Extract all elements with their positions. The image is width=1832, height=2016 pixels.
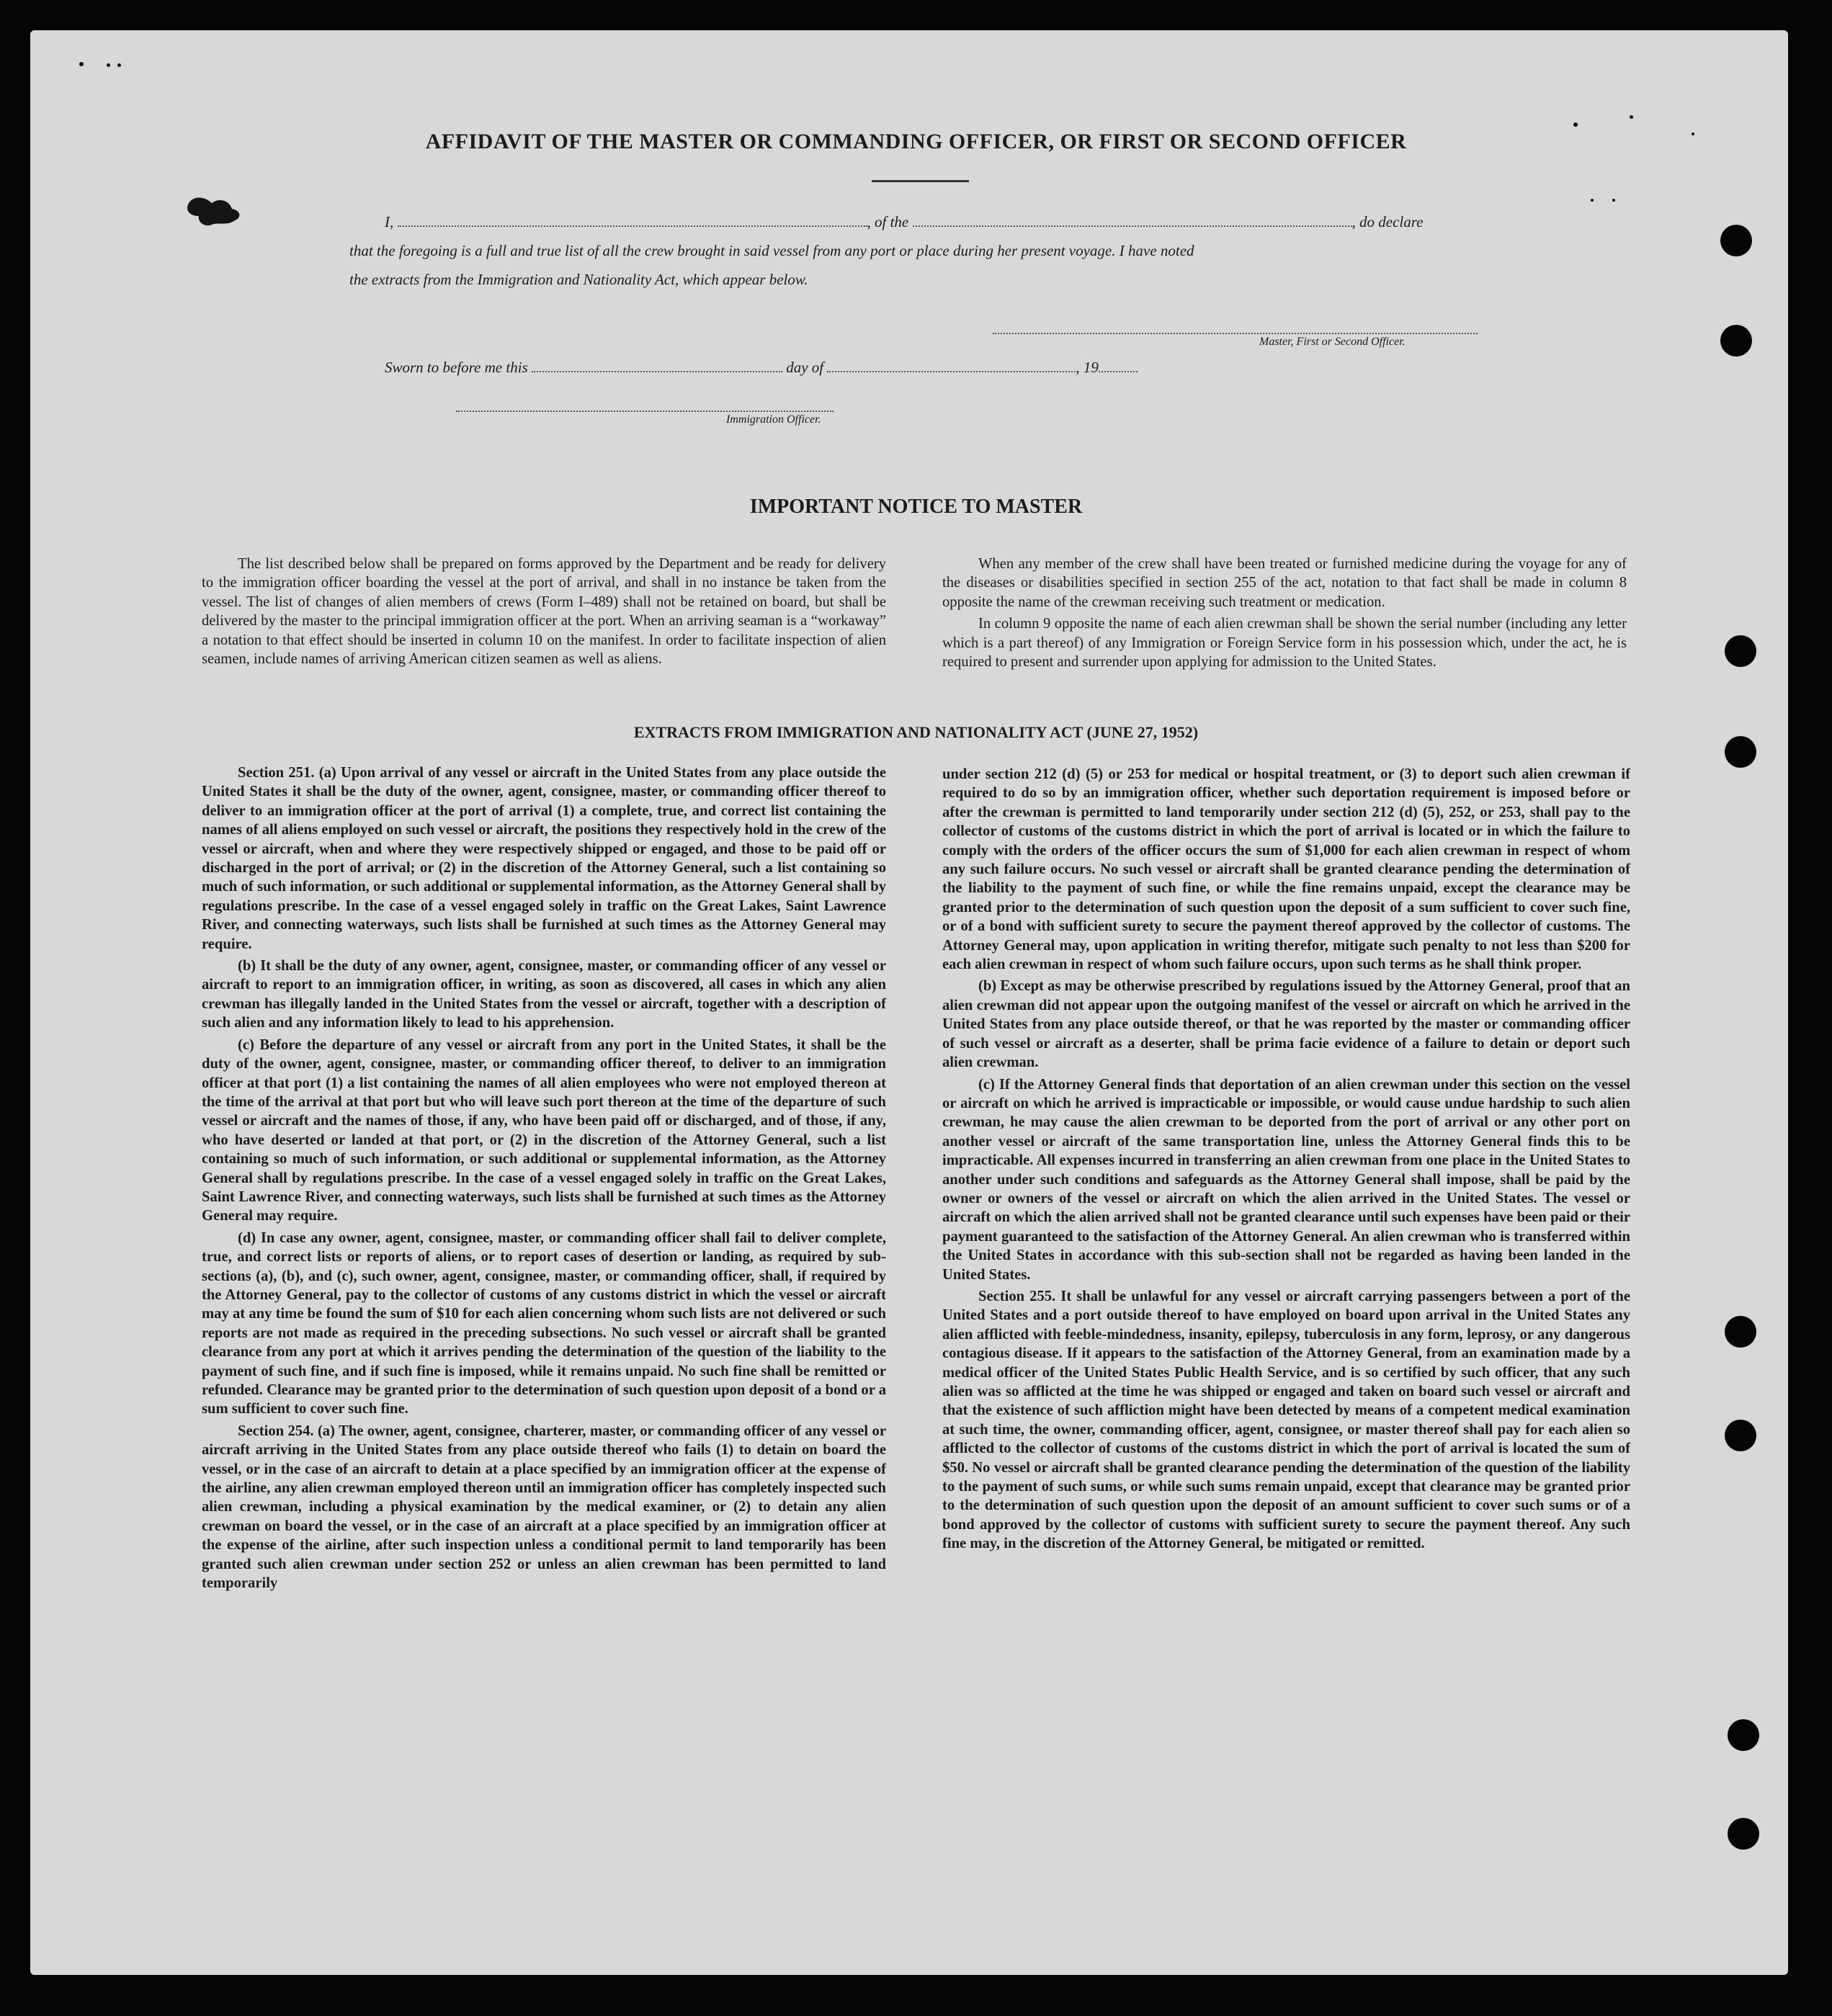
section-254-a-cont: under section 212 (d) (5) or 253 for medical or hospital treatment, or (3) to deport such alien crewman if required to do so by an immigration officer, whether such deportation requirement is imposed before or after the crewman is permitted to land temporarily under section 212 (d) (5), 252, or 253, shall pay to the collector of customs of the customs district in which the port of arrival is located or in which the failure to comply with the orders of the officer occurs the sum of $1,000 for each alien crewman in respect of whom any such failure occurs. No such vessel or aircraft shall be granted clearance pending the determination of the liability to the payment of such fine, or while the fine remains unpaid, except the clearance may be granted prior to the determination of such question upon the deposit of a sum sufficient to cover such fine, or of a bond with sufficient surety to secure the payment thereof approved by the collector of customs. The Attorney General may, upon application in writing therefor, mitigate such penalty to not less than $200 for each alien crewman in respect of whom such failure occurs, upon such terms as he shall think proper. <box>942 766 1630 973</box>
punch-hole <box>1728 1719 1759 1751</box>
extracts-left-column <box>202 763 886 1592</box>
affidavit-line-2: that the foregoing is a full and true list of all the crew brought in said vessel from any port or place during her present voyage. I have noted <box>349 242 1194 259</box>
punch-hole <box>1725 1420 1756 1451</box>
punch-hole <box>1725 635 1756 667</box>
section-255: Section 255. It shall be unlawful for any vessel or aircraft carrying passengers between a port of the United States and a port outside thereof to have employed on board upon arrival in the United States any alien afflicted with feeble-mindedness, insanity, epilepsy, tuberculosis in any form, leprosy, or any dangerous contagious disease. If it appears to the satisfaction of the Attorney General, from an examination made by a medical officer of the United States Public Health Service, and is so certified by such officer, that any such alien was so afflicted at the time he was shipped or engaged and taken on board such vessel or aircraft and that the existence of such affliction might have been detected by means of a competent medical examination at such time, the owner, commanding officer, agent, consignee, or master thereof shall pay for each alien so afflicted to the collector of customs of the customs district in which the port of arrival is located the sum of $50. No vessel or aircraft shall be granted clearance pending the determination of the question of the liability to the payment of such sums, or while such sums remain unpaid, except that clearance may be granted prior to the determination of such question upon the deposit of an amount sufficient to cover such sums or of a bond approved by the collector of customs with sufficient surety to secure the payment thereof. Any such fine may, in the discretion of the Attorney General, be mitigated or remitted. <box>942 1288 1630 1552</box>
sworn-day-field[interactable] <box>532 370 782 372</box>
officer-signature-line[interactable] <box>456 411 834 412</box>
section-251-a: Section 251. (a) Upon arrival of any vessel or aircraft in the United States from any place outside the United States it shall be the duty of the owner, agent, consignee, master, or commanding officer thereof to deliver to an immigration officer at the port of arrival (1) a complete, true, and correct list containing the names of all aliens employed on such vessel or aircraft, the positions they respectively hold in the crew of the vessel or aircraft, when and where they were respectively shipped or engaged, and those to be paid off or discharged in the port of arrival; or (2) in the discretion of the Attorney General, such a list containing so much of such information, or such additional or supplemental information, as the Attorney General shall by regulations prescribe. In the case of a vessel engaged solely in traffic on the Great Lakes, Saint Lawrence River, and connecting waterways, such lists shall be furnished at such times as the Attorney General may require. <box>202 765 886 952</box>
title-rule <box>872 180 969 182</box>
extracts-right-column <box>942 765 1630 1554</box>
sworn-label: Sworn to before me this <box>385 359 528 376</box>
name-field[interactable] <box>398 225 867 227</box>
officer-caption: Immigration Officer. <box>726 413 821 426</box>
ink-smudge <box>184 193 243 229</box>
year-label: , 19 <box>1076 359 1099 376</box>
affidavit-title: AFFIDAVIT OF THE MASTER OR COMMANDING OFFICER, OR FIRST OR SECOND OFFICER <box>425 130 1407 153</box>
section-254-b: (b) Except as may be otherwise prescribed by regulations issued by the Attorney General, proof that an alien crewman did not appear upon the outgoing manifest of the vessel or aircraft on which he arrived in the United States from any place outside thereof, or that he was reported by the master or commanding officer of such vessel or aircraft as a deserter, shall be prima facie evidence of a failure to detain or deport such alien crewman. <box>942 978 1630 1071</box>
notice-left-column <box>202 555 886 668</box>
section-254-a: Section 254. (a) The owner, agent, consignee, charterer, master, or commanding officer of any vessel or aircraft arriving in the United States from any place outside thereof who fails (1) to detain on board the vessel, or in the case of an aircraft to detain at a place specified by an immigration officer at the expense of the airline, any alien crewman employed thereon until an immigration officer has completely inspected such alien crewman, including a physical examination by the medical examiner, or (2) to detain any alien crewman on board the vessel, or in the case of an aircraft at a place specified by an immigration officer at the expense of the airline, after such inspection unless a conditional permit to land temporarily has been granted such alien crewman under section 252 or unless an alien crewman has been permitted to land temporarily <box>202 1423 886 1592</box>
affidavit-line-3: the extracts from the Immigration and Nationality Act, which appear below. <box>349 271 808 288</box>
master-signature-line[interactable] <box>993 333 1478 334</box>
section-251-c: (c) Before the departure of any vessel or aircraft from any port in the United States, it shall be the duty of the owner, agent, consignee, master, or commanding officer thereof, to deliver to an immigration officer at that port (1) a list containing the names of all alien employees who were not employed thereon at the time of the arrival at that port but who will leave such port thereon at the time of the departure of such vessel or aircraft and the names of those, if any, who have been paid off or discharged, and of those, if any, who have deserted or landed at that port, or (2) in the discretion of the Attorney General, such a list containing so much of such information, or such additional or supplemental information, as the Attorney General shall by regulations prescribe. In the case of a vessel engaged solely in traffic on the Great Lakes, Saint Lawrence River, and connecting waterways, such lists shall be furnished at such times as the Attorney General may require. <box>202 1036 886 1224</box>
punch-hole <box>1720 225 1752 256</box>
notice-right-column <box>942 555 1627 671</box>
of-the-label: , of the <box>867 213 909 230</box>
day-of-label: day of <box>786 359 824 376</box>
extracts-title: EXTRACTS FROM IMMIGRATION AND NATIONALITY ACT (JUNE 27, 1952) <box>633 723 1199 741</box>
notice-title: IMPORTANT NOTICE TO MASTER <box>749 496 1083 518</box>
punch-hole <box>1720 325 1752 357</box>
punch-hole <box>1728 1818 1759 1850</box>
section-254-c: (c) If the Attorney General finds that deportation of an alien crewman under this section on the vessel or aircraft on which he arrived is impracticable or impossible, or would cause undue hardship to such alien crewman, he may cause the alien crewman to be deported from the port of arrival or any other port on another vessel or aircraft of the same transportation line, unless the Attorney General finds this to be impracticable. All expenses incurred in transferring an alien crewman from one place in the United States to another under such conditions and safeguards as the Attorney General shall impose, shall be paid by the owner or owners of the vessel or aircraft on which the alien arrived in the United States. The vessel or aircraft on which the alien arrived shall not be granted clearance until such expenses have been paid or their payment guaranteed to the satisfaction of the Attorney General. An alien crewman who is transferred within the United States in accordance with this sub-section shall not be regarded as having been landed in the United States. <box>942 1076 1630 1283</box>
affidavit-line-1 <box>385 213 1423 231</box>
notice-paragraph: The list described below shall be prepared on forms approved by the Department and be ready for delivery to the immigration officer boarding the vessel at the port of arrival, and shall in no instance be taken from the vessel. The list of changes of alien members of crews (Form I–489) shall not be retained on board, but shall be delivered by the master to the principal immigration officer at the port. When an arriving seaman is a “workaway” a notation to that effect should be inserted in column 10 on the manifest. In order to facilitate inspection of alien seamen, include names of arriving American citizen seamen as well as aliens. <box>202 556 886 668</box>
vessel-field[interactable] <box>913 225 1352 227</box>
notice-paragraph: When any member of the crew shall have been treated or furnished medicine during the voyage for any of the diseases or disabilities specified in section 255 of the act, notation to that fact shall be made in column 8 opposite the name of the crewman receiving such treatment or medication. <box>942 556 1627 610</box>
master-caption: Master, First or Second Officer. <box>1259 336 1406 348</box>
declare-label: , do declare <box>1351 213 1424 230</box>
section-251-d: (d) In case any owner, agent, consignee, master, or commanding officer shall fail to deliver complete, true, and correct lists or reports of aliens, or to report cases of desertion or landing, as required by sub-sections (a), (b), and (c), such owner, agent, consignee, master, or commanding officer, shall, if required by the Attorney General, pay to the collector of customs of any customs district in which the vessel or aircraft may at any time be found the sum of $10 for each alien concerning whom such lists are not delivered or such reports are not made as required in the preceding subsections. No such vessel or aircraft shall be granted clearance from any port at which it arrives pending the determination of the question of the liability to the payment of such fine, and if such fine is imposed, while it remains unpaid. No such fine shall be remitted or refunded. Clearance may be granted prior to the determination of such question upon deposit of a bond or a sum sufficient to cover such fine. <box>202 1229 886 1417</box>
section-251-b: (b) It shall be the duty of any owner, agent, consignee, master, or commanding officer of any vessel or aircraft to report to an immigration officer, in writing, as soon as discovered, all cases in which any alien crewman has illegally landed in the United States from the vessel or aircraft, together with a description of such alien and any information likely to lead to his apprehension. <box>202 958 886 1031</box>
punch-hole <box>1725 1316 1756 1348</box>
sworn-line <box>385 359 1138 377</box>
affidavit-i-label: I, <box>385 213 394 230</box>
sworn-year-field[interactable] <box>1099 370 1138 372</box>
sworn-month-field[interactable] <box>827 370 1076 372</box>
notice-paragraph: In column 9 opposite the name of each alien crewman shall be shown the serial number (including any letter which is a part thereof) of any Immigration or Foreign Service form in his possession which, under the act, he is required to present and surrender upon applying for admission to the United States. <box>942 616 1627 671</box>
